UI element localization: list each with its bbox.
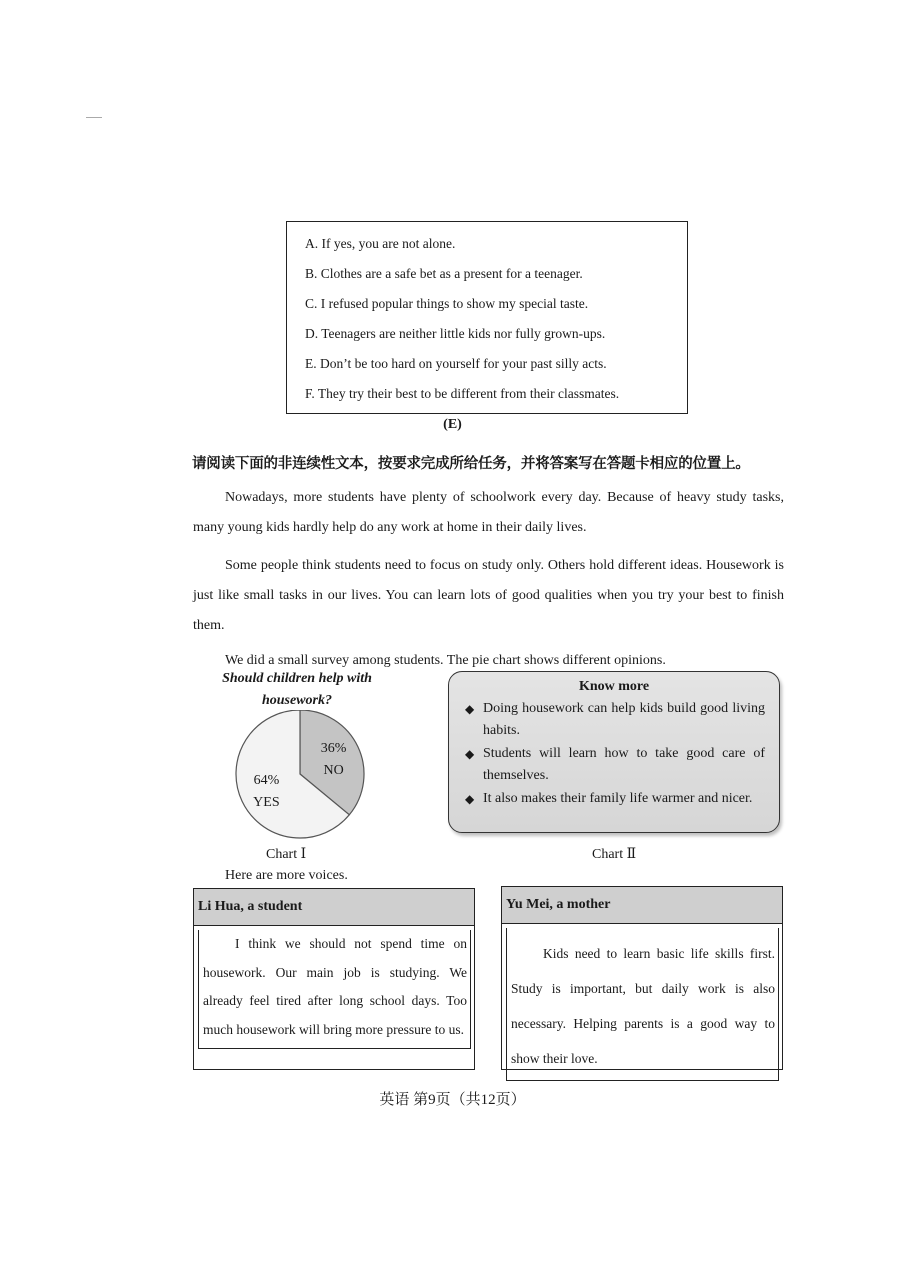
pie-label-no-value: 36%: [320, 741, 347, 757]
more-voices-label: Here are more voices.: [225, 868, 348, 883]
pie-chart: [222, 710, 382, 850]
pie-label-yes-value: 64%: [253, 772, 280, 788]
voice-text: Kids need to learn basic life skills first. Study is important, but daily work is also necessary. Helping parents is a good way to show their love.: [506, 928, 779, 1081]
option-d: D. Teenagers are neither little kids nor fully grown-ups.: [305, 326, 606, 341]
scan-mark: [86, 117, 102, 118]
know-more-item: [463, 743, 765, 787]
diamond-bullet-icon: ◆: [465, 702, 475, 716]
chart-title: Should children help with housework?: [222, 671, 372, 708]
voice-header: Li Hua, a student: [194, 889, 474, 926]
options-box: [286, 221, 688, 414]
option-f: F. They try their best to be different from their classmates.: [305, 386, 620, 401]
diamond-bullet-icon: ◆: [465, 747, 475, 761]
paragraph-2: Some people think students need to focus on study only. Others hold different ideas. Housework is just like small tasks in our lives. You can learn lots of good qualities when you try your best to finish them.: [193, 558, 784, 633]
know-more-item-text: It also makes their family life warmer and nicer.: [483, 791, 753, 806]
option-a: A. If yes, you are not alone.: [305, 236, 456, 251]
paragraph-1: Nowadays, more students have plenty of schoolwork every day. Because of heavy study tasks, many young kids hardly help do any work at home in their daily lives.: [193, 490, 784, 535]
chart-1-caption: Chart Ⅰ: [266, 847, 307, 862]
voice-text: I think we should not spend time on housework. Our main job is studying. We already feel tired after long school days. Too much housework will bring more pressure to us.: [198, 930, 471, 1049]
section-label: (E): [443, 417, 462, 432]
instruction: 请阅读下面的非连续性文本，按要求完成所给任务，并将答案写在答题卡相应的位置上。: [192, 456, 750, 472]
option-e: E. Don’t be too hard on yourself for your past silly acts.: [305, 356, 607, 371]
option-b: B. Clothes are a safe bet as a present for a teenager.: [305, 266, 583, 281]
paragraph-3: We did a small survey among students. The pie chart shows different opinions.: [225, 653, 666, 668]
diamond-bullet-icon: ◆: [465, 792, 475, 806]
voice-box-yu-mei: [501, 886, 783, 1070]
know-more-item: [463, 698, 765, 742]
voice-header: Yu Mei, a mother: [502, 887, 782, 924]
chart-2-caption: Chart Ⅱ: [592, 847, 637, 862]
pie-label-yes-name: YES: [253, 794, 280, 810]
option-c: C. I refused popular things to show my special taste.: [305, 296, 589, 311]
know-more-item-text: Students will learn how to take good care of themselves.: [483, 746, 765, 783]
know-more-box: [448, 671, 780, 833]
voice-box-li-hua: [193, 888, 475, 1070]
pie-label-no-name: NO: [323, 763, 344, 779]
know-more-title: Know more: [578, 679, 650, 694]
know-more-item: [463, 788, 765, 810]
page-footer: 英语 第9页（共12页）: [379, 1092, 526, 1108]
know-more-item-text: Doing housework can help kids build good living habits.: [483, 701, 765, 738]
